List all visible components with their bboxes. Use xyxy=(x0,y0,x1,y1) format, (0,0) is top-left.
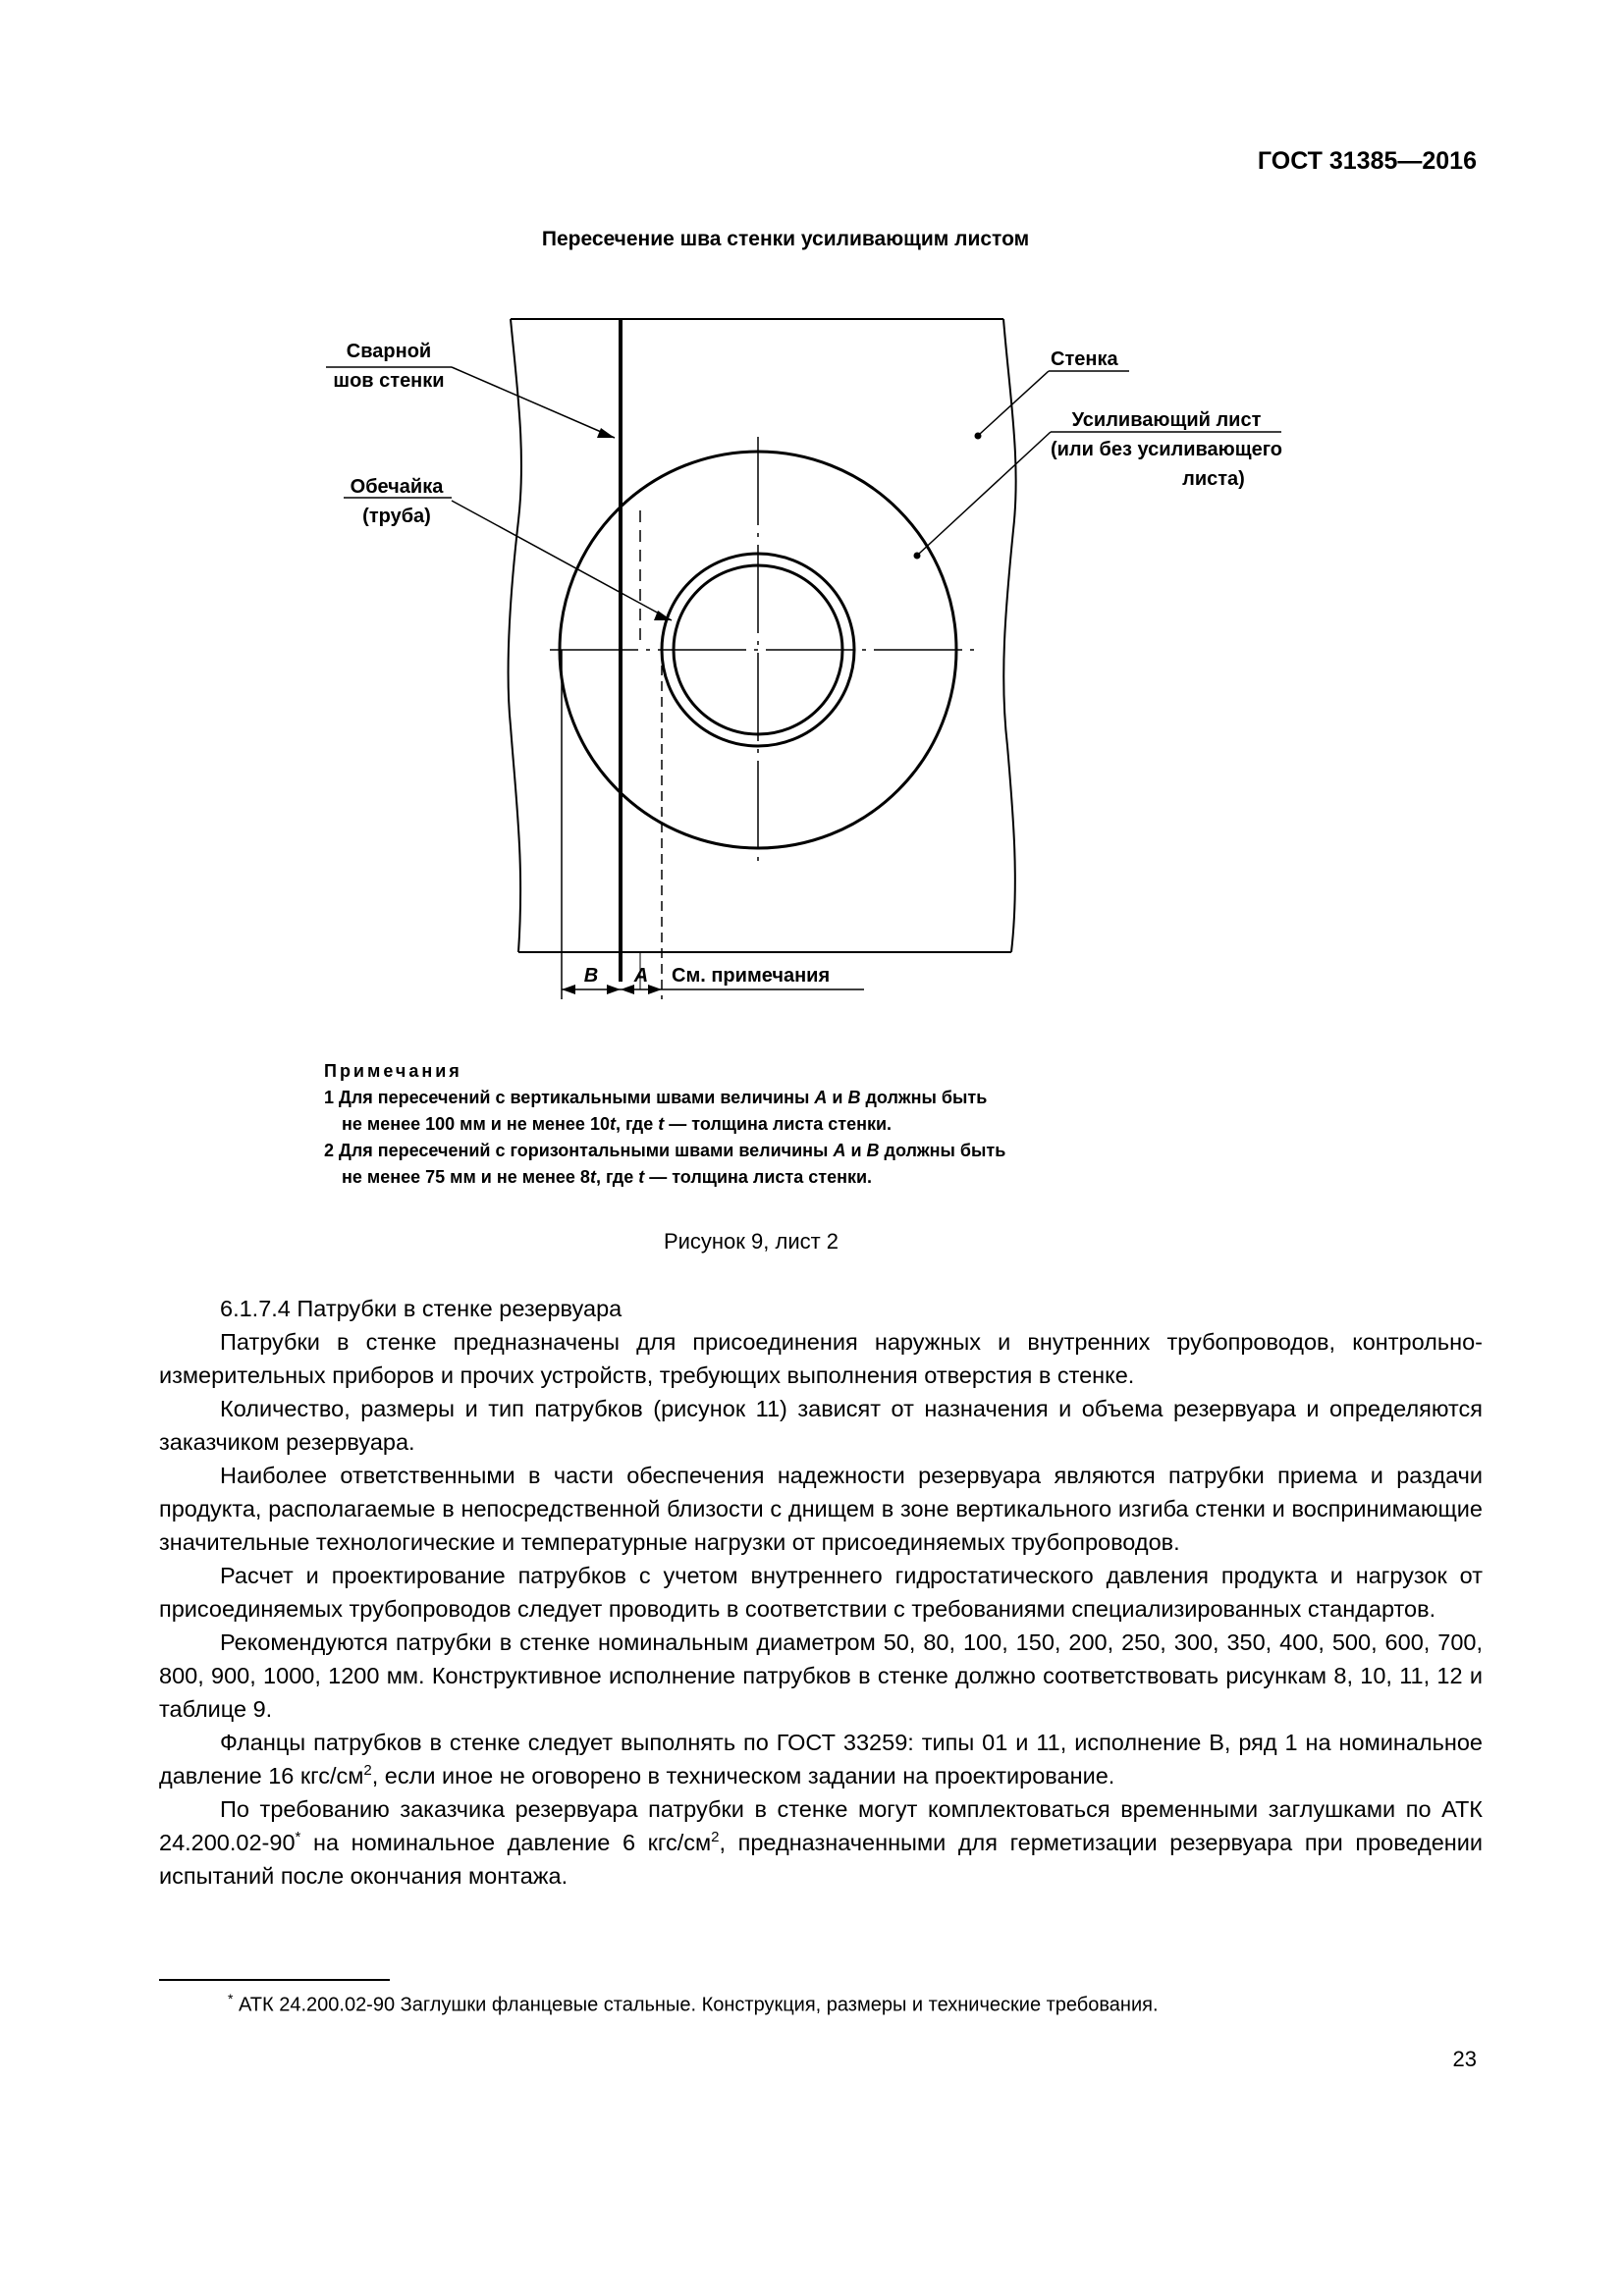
footnote-divider xyxy=(159,1979,390,1981)
label-shell-2: (труба) xyxy=(362,506,431,527)
figure-title: Пересечение шва стенки усиливающим листом xyxy=(541,228,1030,250)
dim-arrow-b-right xyxy=(607,985,621,994)
document-header: ГОСТ 31385—2016 xyxy=(1257,147,1477,175)
note-1-text-a: 1 Для пересечений с вертикальными швами величины xyxy=(324,1088,815,1107)
note-2-var-b: B xyxy=(866,1141,880,1160)
paragraph-6-b: , если иное не оговорено в техническом задании на проектирование. xyxy=(371,1763,1115,1789)
label-see-notes: См. примечания xyxy=(672,965,831,987)
section-heading: 6.1.7.4 Патрубки в стенке резервуара xyxy=(220,1296,623,1321)
note-1-var-b: B xyxy=(847,1088,861,1107)
figure-caption: Рисунок 9, лист 2 xyxy=(663,1229,839,1254)
note-2-var-a: A xyxy=(833,1141,846,1160)
note-1-var-a: A xyxy=(814,1088,828,1107)
dim-arrow-a-left xyxy=(621,985,634,994)
figure-drawing xyxy=(0,0,1624,1041)
paragraph-7-sup: 2 xyxy=(711,1829,720,1846)
note-2-mid: , где xyxy=(595,1167,639,1187)
note-1-t1: t xyxy=(609,1114,616,1134)
paragraph-7-a: По требованию заказчика резервуара патрубки в стенке могут комплектоваться временными заглушками по АТК 24.200.02-90 xyxy=(159,1796,1483,1855)
weld-leader xyxy=(452,367,615,438)
note-1-end: — толщина листа стенки. xyxy=(664,1114,893,1134)
label-plate-3: листа) xyxy=(1182,468,1245,490)
weld-leader-arrow xyxy=(597,428,615,438)
note-2-line-2 xyxy=(324,1164,1005,1191)
figure-notes xyxy=(324,1058,1005,1191)
label-dim-a: A xyxy=(633,965,649,987)
label-dim-b: B xyxy=(583,965,599,987)
paragraph-1: Патрубки в стенке предназначены для присоединения наружных и внутренних трубопроводов, контрольно-измерительных приборов и прочих устройств, требующих выполнения отверстия в стенке. xyxy=(159,1329,1483,1388)
note-2-line2-text: не менее 75 мм и не менее 8 xyxy=(342,1167,590,1187)
note-1-mid: , где xyxy=(615,1114,659,1134)
dim-arrow-b-left xyxy=(562,985,575,994)
paragraph-5: Рекомендуются патрубки в стенке номинальным диаметром 50, 80, 100, 150, 200, 250, 300, 350, 400, 500, 600, 700, 800, 900, 1000, 1200 мм. Конструктивное исполнение патрубков в стенке должно соответствовать рисункам 8, 10, 11, 12 и таблице 9. xyxy=(159,1629,1483,1722)
note-2-text-a: 2 Для пересечений с горизонтальными швами величины xyxy=(324,1141,834,1160)
footnote-mark: * xyxy=(228,1991,234,2006)
paragraph-7 xyxy=(159,1792,1483,1893)
note-1-text-b: должны быть xyxy=(860,1088,988,1107)
plate-leader-dot xyxy=(914,553,921,560)
wall-leader-dot xyxy=(975,433,982,440)
note-2-and: и xyxy=(845,1141,867,1160)
paragraph-2: Количество, размеры и тип патрубков (рисунок 11) зависят от назначения и объема резервуара и определяются заказчиком резервуара. xyxy=(159,1396,1483,1455)
paragraph-6-a: Фланцы патрубков в стенке следует выполнять по ГОСТ 33259: типы 01 и 11, исполнение В, ряд 1 на номинальное давление 16 кгс/см xyxy=(159,1730,1483,1789)
note-2-line-1 xyxy=(324,1138,1005,1164)
label-weld-1: Сварной xyxy=(346,341,432,362)
label-plate-2: (или без усиливающего xyxy=(1050,439,1283,460)
footnote xyxy=(228,1991,1159,2017)
note-2-end: — толщина листа стенки. xyxy=(644,1167,873,1187)
paragraph-4: Расчет и проектирование патрубков с учетом внутреннего гидростатического давления продукта и нагрузок от присоединяемых трубопроводов следует проводить в соответствии с требованиями специализированных стандартов. xyxy=(159,1563,1483,1622)
note-1-line2-text: не менее 100 мм и не менее 10 xyxy=(342,1114,610,1134)
page-number: 23 xyxy=(1452,2047,1477,2071)
note-1-line-1 xyxy=(324,1085,1005,1111)
note-2-t1: t xyxy=(589,1167,596,1187)
label-plate-1: Усиливающий лист xyxy=(1071,409,1262,431)
note-1-and: и xyxy=(827,1088,848,1107)
paragraph-7-b: на номинальное давление 6 кгс/см xyxy=(300,1830,712,1855)
note-1-t2: t xyxy=(658,1114,665,1134)
paragraph-7-c: , предназначенными для герметизации резервуара при проведении испытаний после окончания монтажа. xyxy=(159,1830,1483,1889)
plate-leader xyxy=(919,432,1051,554)
note-2-text-b: должны быть xyxy=(879,1141,1006,1160)
note-1-line-2 xyxy=(324,1111,1005,1138)
notes-heading: Примечания xyxy=(324,1061,462,1081)
wall-left-break xyxy=(509,319,521,952)
wall-right-break xyxy=(1003,319,1016,952)
label-weld-2: шов стенки xyxy=(333,370,445,392)
footnote-text: АТК 24.200.02-90 Заглушки фланцевые стальные. Конструкция, размеры и технические требования. xyxy=(233,1994,1159,2016)
label-shell-1: Обечайка xyxy=(350,476,444,498)
body-text xyxy=(159,1292,1483,1893)
label-wall: Стенка xyxy=(1051,348,1118,370)
paragraph-6-sup: 2 xyxy=(363,1762,372,1780)
footnote-ref: * xyxy=(295,1829,301,1846)
paragraph-3: Наиболее ответственными в части обеспечения надежности резервуара являются патрубки приема и раздачи продукта, располагаемые в непосредственной близости с днищем в зоне вертикального изгиба стенки и воспринимающие значительные технологические и температурные нагрузки от присоединяемых трубопроводов. xyxy=(159,1463,1483,1555)
dim-arrow-a-right xyxy=(648,985,662,994)
paragraph-6 xyxy=(159,1726,1483,1792)
note-2-t2: t xyxy=(638,1167,645,1187)
shell-leader xyxy=(452,501,672,620)
